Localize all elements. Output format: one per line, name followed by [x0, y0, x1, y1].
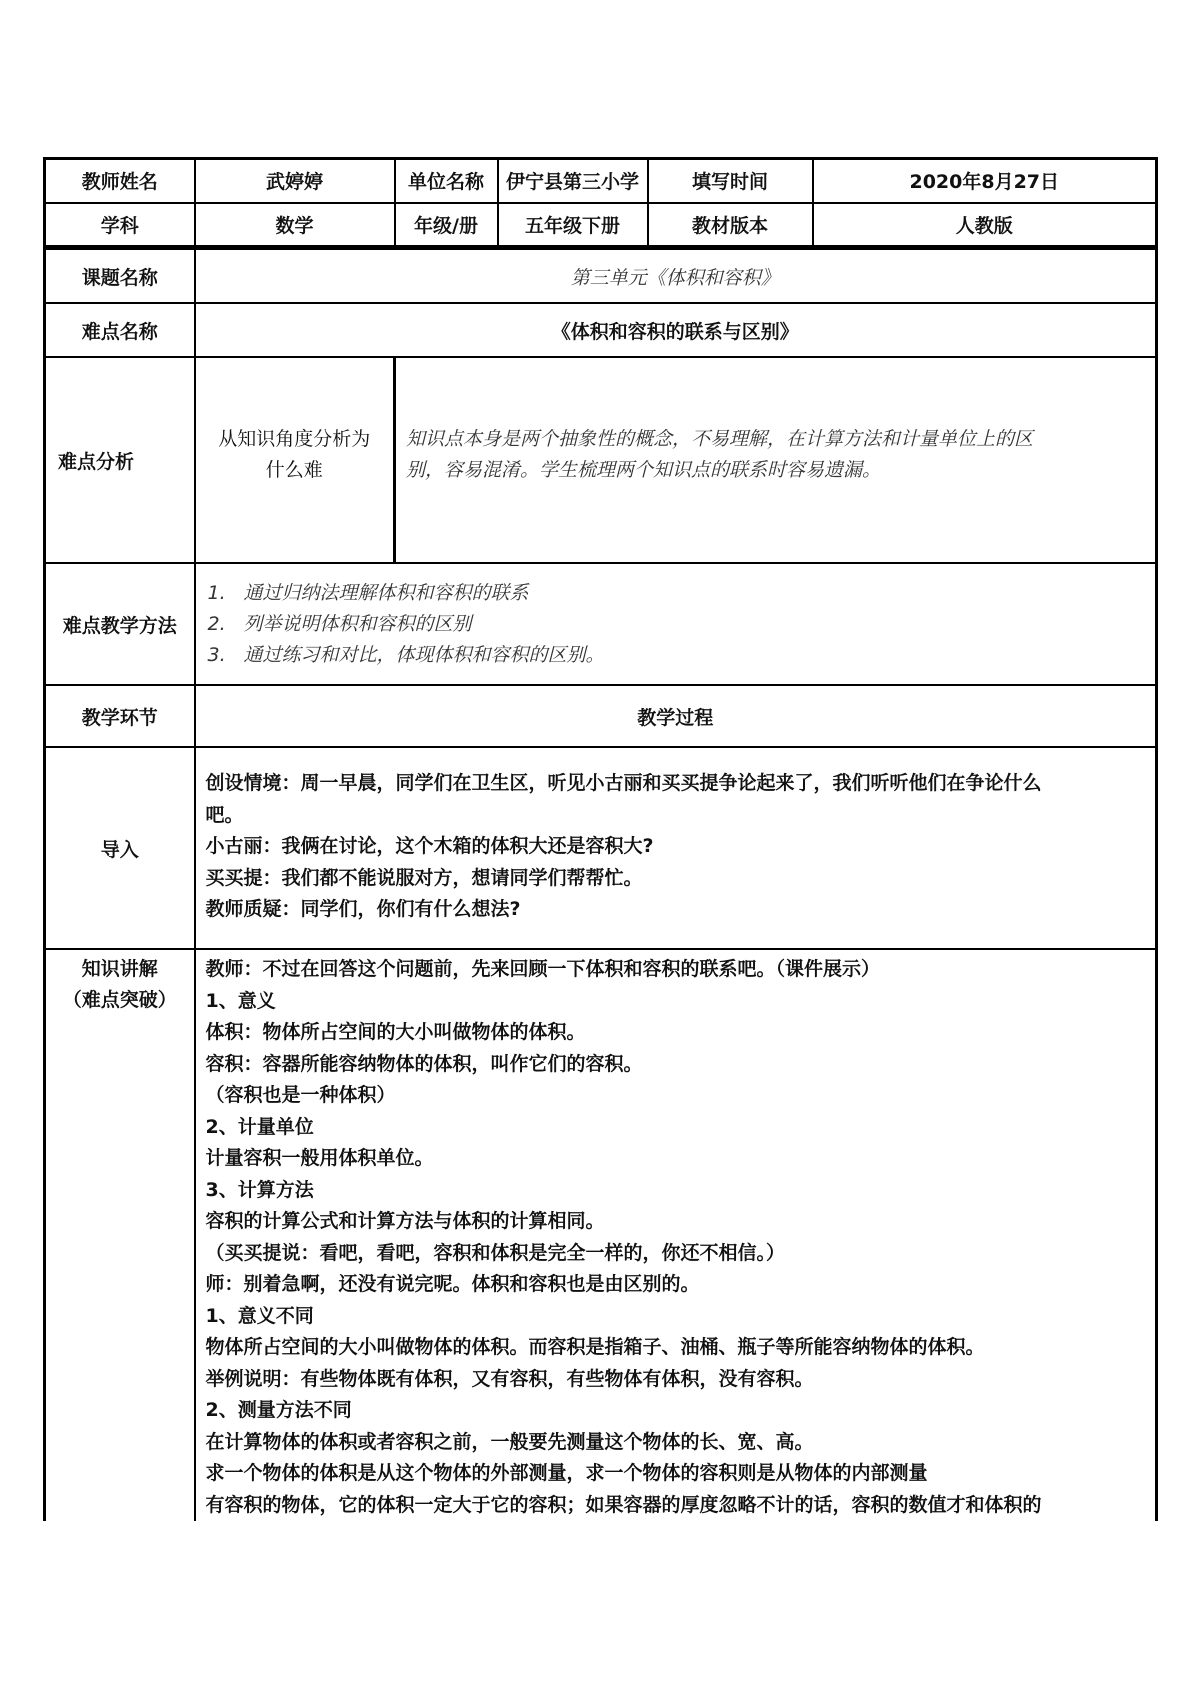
knowledge-label-line: 知识讲解: [81, 958, 158, 980]
topic-label: 课题名称: [45, 249, 195, 303]
knowledge-line: 容积：容器所能容纳物体的体积，叫作它们的容积。: [205, 1052, 643, 1075]
knowledge-line: 1、意义不同: [205, 1304, 314, 1327]
knowledge-line: 有容积的物体，它的体积一定大于它的容积；如果容器的厚度忽略不计的话，容积的数值才和体积的: [205, 1493, 1042, 1516]
grade-value: 五年级下册: [498, 203, 648, 247]
method-number: 2.: [207, 612, 226, 635]
difficulty-row: [45, 303, 1157, 357]
process-step-label: 教学环节: [45, 685, 195, 747]
knowledge-row: [45, 949, 1157, 1521]
unit-name-label: 单位名称: [395, 159, 498, 203]
teacher-name-label: 教师姓名: [45, 159, 195, 203]
teacher-name-value: 武婷婷: [195, 159, 395, 203]
knowledge-line: 师：别着急啊，还没有说完呢。体积和容积也是由区别的。: [205, 1273, 700, 1295]
knowledge-line: （买买提说：看吧，看吧，容积和体积是完全一样的，你还不相信。）: [205, 1241, 786, 1264]
intro-line: 买买提：我们都不能说服对方，想请同学们帮帮忙。: [205, 866, 643, 889]
knowledge-line: 教师：不过在回答这个问题前，先来回顾一下体积和容积的联系吧。（课件展示）: [205, 958, 881, 980]
method-number: 1.: [207, 581, 226, 604]
process-title: 教学过程: [195, 685, 1157, 747]
topic-row: [45, 249, 1157, 303]
intro-line: 吧。: [205, 803, 244, 826]
intro-text: [195, 747, 1157, 949]
knowledge-line: 举例说明：有些物体既有体积，又有容积，有些物体有体积，没有容积。: [205, 1367, 814, 1390]
difficulty-label: 难点名称: [45, 303, 195, 357]
header-row-2: [45, 203, 1157, 247]
subject-label: 学科: [45, 203, 195, 247]
knowledge-line: 2、测量方法不同: [205, 1399, 352, 1421]
topic-value: 第三单元《体积和容积》: [195, 249, 1157, 303]
method-text: 列举说明体积和容积的区别: [243, 612, 472, 635]
knowledge-line: 2、计量单位: [205, 1115, 314, 1138]
knowledge-text: [195, 949, 1157, 1521]
intro-row: [45, 747, 1157, 949]
method-number: 3.: [207, 643, 226, 666]
method-text: 通过练习和对比，体现体积和容积的区别。: [243, 643, 605, 666]
edition-value: 人教版: [813, 203, 1157, 247]
knowledge-line: 物体所占空间的大小叫做物体的体积。而容积是指箱子、油桶、瓶子等所能容纳物体的体积。: [205, 1336, 985, 1358]
knowledge-line: 3、计算方法: [205, 1178, 314, 1201]
intro-line: 小古丽：我俩在讨论，这个木箱的体积大还是容积大?: [205, 835, 654, 857]
lesson-plan-sheet: [43, 157, 1155, 1521]
subject-value: 数学: [195, 203, 395, 247]
method-item: [208, 609, 1144, 640]
knowledge-line: 1、意义: [205, 989, 276, 1012]
analysis-text: [395, 357, 1157, 563]
edition-label: 教材版本: [648, 203, 813, 247]
knowledge-line: 在计算物体的体积或者容积之前，一般要先测量这个物体的长、宽、高。: [205, 1430, 814, 1453]
difficulty-value: 《体积和容积的联系与区别》: [195, 303, 1157, 357]
analysis-angle: [195, 357, 395, 563]
unit-name-value: 伊宁县第三小学: [498, 159, 648, 203]
method-item: [208, 578, 1144, 609]
analysis-angle-line: 什么难: [265, 459, 323, 481]
knowledge-line: 容积的计算公式和计算方法与体积的计算相同。: [205, 1210, 605, 1232]
knowledge-label-line: （难点突破）: [62, 989, 177, 1011]
lesson-plan-table: [43, 157, 1158, 1521]
analysis-row: [45, 357, 1157, 563]
header-row-1: [45, 159, 1157, 203]
intro-line: 创设情境：周一早晨，同学们在卫生区，听见小古丽和买买提争论起来了，我们听听他们在争论什么: [205, 772, 1042, 794]
intro-line: 教师质疑：同学们，你们有什么想法?: [205, 898, 521, 920]
fill-date-label: 填写时间: [648, 159, 813, 203]
knowledge-line: 计量容积一般用体积单位。: [205, 1147, 434, 1169]
methods-row: [45, 563, 1157, 685]
fill-date-value: 2020年8月27日: [813, 159, 1157, 203]
methods-list: [195, 563, 1157, 685]
process-header-row: [45, 685, 1157, 747]
analysis-text-line: 别，容易混淆。学生梳理两个知识点的联系时容易遗漏。: [406, 459, 882, 481]
methods-label: 难点教学方法: [45, 563, 195, 685]
knowledge-line: 体积：物体所占空间的大小叫做物体的体积。: [205, 1021, 586, 1043]
intro-label: 导入: [45, 747, 195, 949]
analysis-text-line: 知识点本身是两个抽象性的概念，不易理解，在计算方法和计量单位上的区: [406, 428, 1034, 450]
analysis-label: 难点分析: [45, 357, 195, 563]
knowledge-label: [45, 949, 195, 1521]
method-text: 通过归纳法理解体积和容积的联系: [243, 581, 529, 604]
method-item: [208, 640, 1144, 671]
analysis-angle-line: 从知识角度分析为: [218, 428, 371, 450]
knowledge-line: 求一个物体的体积是从这个物体的外部测量，求一个物体的容积则是从物体的内部测量: [205, 1462, 928, 1484]
grade-label: 年级/册: [395, 203, 498, 247]
knowledge-line: （容积也是一种体积）: [205, 1084, 396, 1106]
